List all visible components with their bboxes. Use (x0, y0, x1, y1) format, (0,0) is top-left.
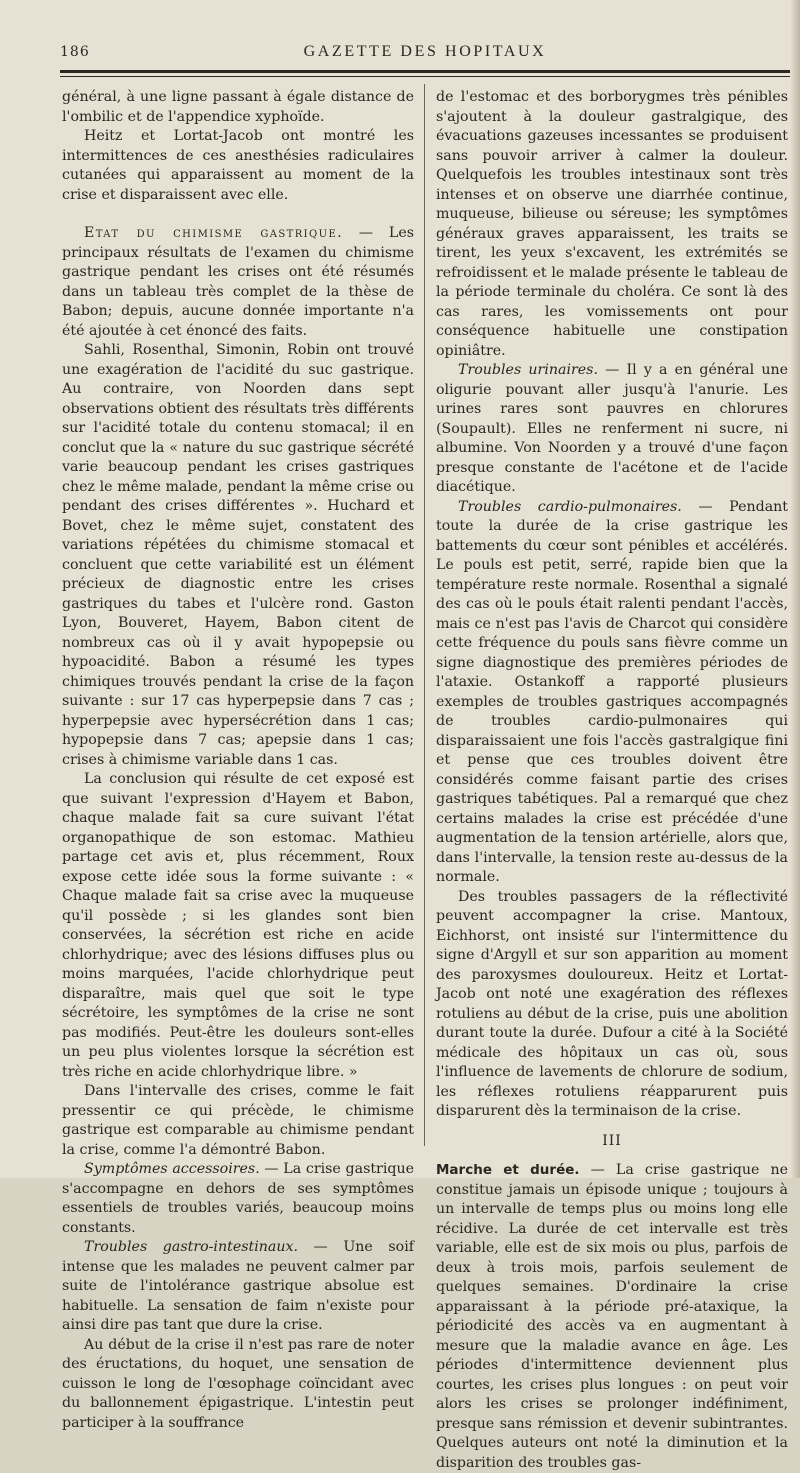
header-rule-thin (60, 76, 790, 77)
right-column (436, 88, 788, 1473)
header-rule-thick (60, 70, 790, 73)
section-heading: Troubles cardio-pulmonaires. (458, 498, 682, 515)
column-divider (424, 84, 425, 1146)
paragraph: Des troubles passagers de la réflectivité peuvent accompagner la crise. Mantoux, Eichhorst, ont insisté sur l'intermittence du signe d'Argyll et sur son apparition au moment des paroxysmes douloureux. Heitz et Lortat-Jacob ont noté une exagération des réflexes rotuliens au début de la crise, puis une abolition durant toute la durée. Dufour a cité à la Société médicale des hôpitaux un cas où, sous l'influence de lavements de chlorure de sodium, les réflexes rotuliens réapparurent puis disparurent dès la terminaison de la crise. (436, 888, 788, 1119)
page-edge-shadow (790, 0, 800, 1178)
section-heading: Troubles urinaires. (458, 362, 598, 378)
journal-title: GAZETTE DES HOPITAUX (303, 43, 547, 60)
section-heading: Symptômes accessoires. (84, 1161, 260, 1177)
paragraph (436, 498, 788, 888)
paragraph (62, 1238, 414, 1336)
paragraph-text: — Les principaux résultats de l'examen du chimisme gastrique pendant les crises ont été résumés dans un tableau très complet de la thèse de Babon; depuis, aucune donnée importante n'a été ajoutée à cet énoncé des faits. (62, 225, 414, 339)
page-header (60, 44, 790, 66)
section-heading: Etat du chimisme gastrique. (84, 225, 344, 241)
section-heading: Marche et durée. (436, 1162, 580, 1178)
paragraph-text: — Une soif intense que les malades ne peuvent calmer par suite de l'intolérance gastrique absolue est habituelle. La sensation de faim n'existe pour ainsi dire pas tant que dure la crise. (62, 1239, 415, 1333)
paragraph: Au début de la crise il n'est pas rare de noter des éructations, du hoquet, une sensation de cuisson le long de l'œsophage coïncidant avec du ballonnement épigastrique. L'intestin peut participer à la souffrance (62, 1336, 414, 1431)
page-number: 186 (60, 44, 90, 60)
paragraph: Heitz et Lortat-Jacob ont montré les intermittences de ces anesthésies radiculaires cutanées qui apparaissent au moment de la crise et disparaissent avec elle. (62, 128, 414, 203)
paragraph (62, 224, 414, 341)
paragraph (436, 1161, 788, 1473)
paragraph-text: — La crise gastrique s'accompagne en dehors de ses symptômes essentiels de troubles variés, beaucoup moins constants. (62, 1161, 414, 1236)
paragraph-text: — La crise gastrique ne constitue jamais un épisode unique ; toujours à un intervalle de temps plus ou moins long elle récidive. La durée de cet intervalle est très variable, elle est de six mois ou plus, parfois de deux à trois mois, parfois seulement de quelques semaines. D'ordinaire la crise apparaissant à la période pré-ataxique, la périodicité des accès va en augmentant à mesure que la maladie avance en âge. Les périodes d'intermittence deviennent plus courtes, les crises plus longues : on peut voir alors les crises se prolonger indéfiniment, presque sans rémission et devenir subintrantes. Quelques auteurs ont noté la diminution et la disparition des troubles gas- (436, 1162, 788, 1471)
section-heading: Troubles gastro-intestinaux. (84, 1239, 298, 1255)
paragraph-text: — Il y a en général une oligurie pouvant aller jusqu'à l'anurie. Les urines rares sont pauvres en chlorures (Soupault). Elles ne renferment ni sucre, ni albumine. Von Noorden y a trouvé d'une façon presque constante de l'acétone et de l'acide diacétique. (436, 362, 788, 495)
paragraph: La conclusion qui résulte de cet exposé est que suivant l'expression d'Hayem et Babon, chaque malade fait sa cure suivant l'état organopathique de son estomac. Mathieu partage cet avis et, plus récemment, Roux expose cette idée sous la forme suivante : « Chaque malade fait sa crise avec la muqueuse qu'il possède ; si les glandes sont bien conservées, la sécrétion est riche en acide chlorhydrique; avec des lésions diffuses plus ou moins marquées, l'acide chlorhydrique peut disparaître, mais quel que soit le type sécrétoire, les symptômes de la crise ne sont pas modifiés. Peut-être les douleurs sont-elles un peu plus violentes lorsque la sécrétion est très riche en acide chlorhydrique libre. » (62, 771, 414, 1080)
paragraph: de l'estomac et des borborygmes très pénibles s'ajoutent à la douleur gastralgique, des évacuations gazeuses incessantes se produisent sans pouvoir arriver à calmer la douleur. Quelquefois les troubles intestinaux sont très intenses et on observe une diarrhée continue, muqueuse, bilieuse ou séreuse; les symptômes généraux graves apparaissent, les traits se tirent, les yeux s'excavent, les extrémités se refroidissent et le malade présente le tableau de la période terminale du choléra. Ce sont là des cas rares, les vomissements ont pour conséquence habituelle une constipation opiniâtre. (436, 89, 788, 359)
paragraph: Dans l'intervalle des crises, comme le fait pressentir ce qui précède, le chimisme gastrique est comparable au chimisme pendant la crise, comme l'a démontré Babon. (62, 1083, 414, 1158)
paragraph (62, 1160, 414, 1238)
paragraph-text: — Pendant toute la durée de la crise gastrique les battements du cœur sont pénibles et accélérés. Le pouls est petit, serré, rapide bien que la température reste normale. Rosenthal a signalé des cas où le pouls était ralenti pendant l'accès, mais ce n'est pas l'avis de Charcot qui considère cette fréquence du pouls sans fièvre comme un signe diagnostique des premières périodes de l'ataxie. Ostankoff a rapporté plusieurs exemples de troubles gastriques accompagnés de troubles cardio-pulmonaires qui disparaissaient une fois l'accès gastralgique fini et pense que ces troubles doivent être considérés comme faisant partie des crises gastriques tabétiques. Pal a remarqué que chez certains malades la crise est précédée d'une augmentation de la tension artérielle, alors que, dans l'intervalle, la tension reste au-dessus de la normale. (436, 498, 788, 885)
paragraph (436, 361, 788, 498)
paragraph: général, à une ligne passant à égale distance de l'ombilic et de l'appendice xyphoïde. (62, 89, 414, 125)
section-number: III (602, 1132, 622, 1149)
left-column (62, 88, 414, 1433)
paragraph: Sahli, Rosenthal, Simonin, Robin ont trouvé une exagération de l'acidité du suc gastrique. Au contraire, von Noorden dans sept observations obtient des résultats très différents sur l'acidité totale du contenu stomacal; il en conclut que la « nature du suc gastrique sécrété varie beaucoup pendant les crises gastriques chez le même malade, pendant la même crise ou pendant des crises différentes ». Huchard et Bovet, chez le même sujet, constatent des variations répétées du chimisme stomacal et concluent que cette variabilité est un élément précieux de diagnostic entre les crises gastriques du tabes et l'ulcère rond. Gaston Lyon, Bouveret, Hayem, Babon citent de nombreux cas où il y avait hypopepsie ou hypoacidité. Babon a résumé les types chimiques trouvés pendant la crise de la façon suivante : sur 17 cas hyperpepsie dans 7 cas ; hyperpepsie avec hypersécrétion dans 1 cas; hypopepsie dans 7 cas; apepsie dans 1 cas; crises à chimisme variable dans 1 cas. (62, 342, 414, 768)
